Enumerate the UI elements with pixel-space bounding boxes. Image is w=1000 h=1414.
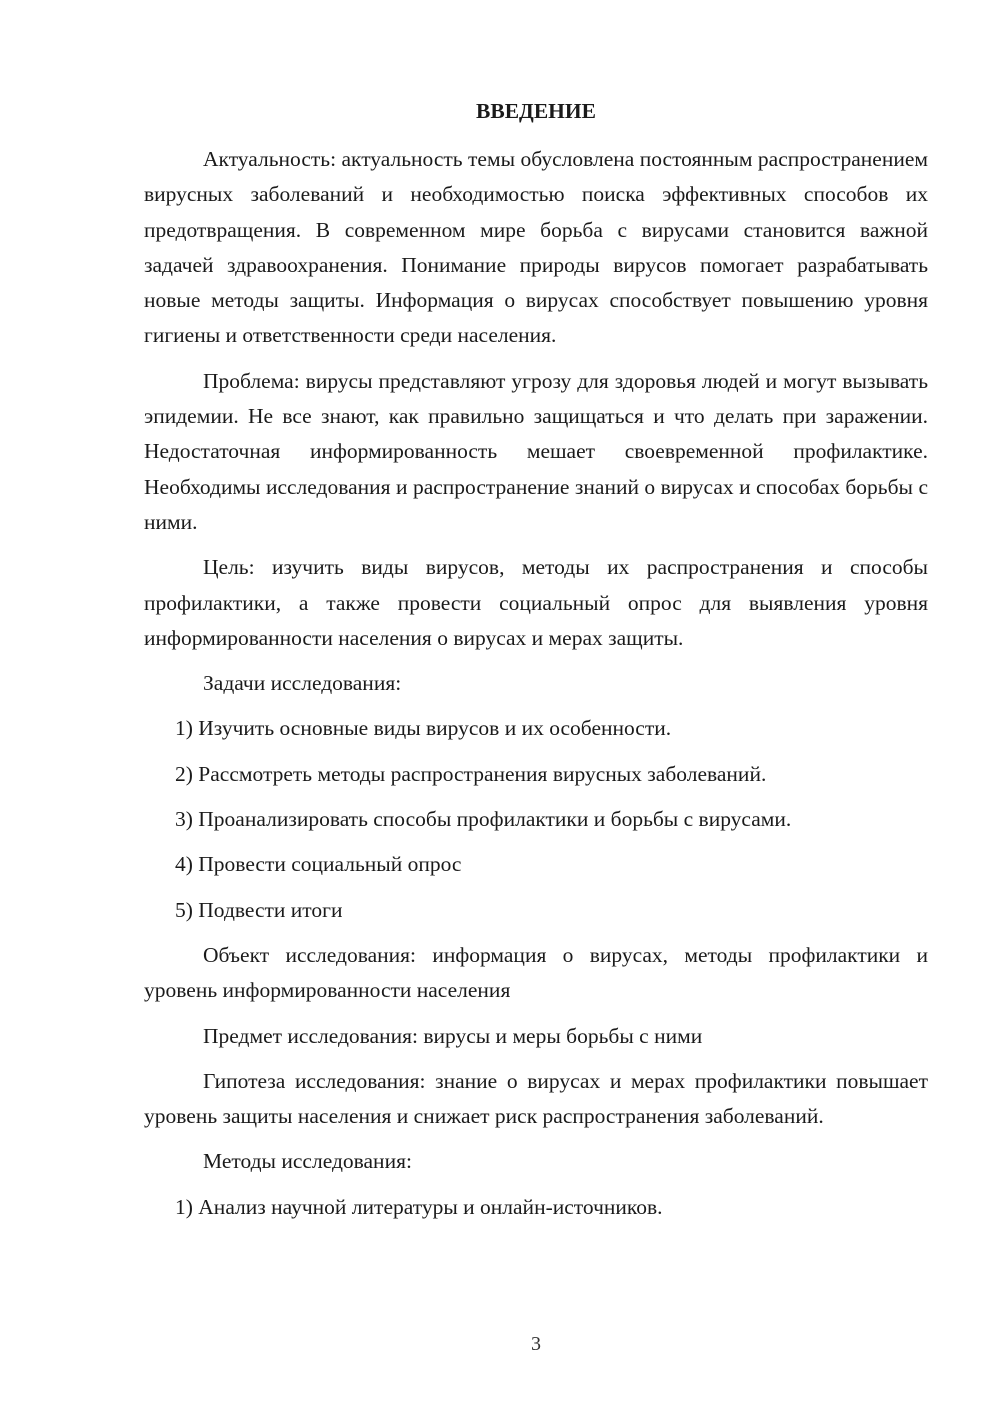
task-item: 4) Провести социальный опрос xyxy=(175,852,462,877)
methods-label: Методы исследования: xyxy=(203,1149,412,1174)
task-item: 2) Рассмотреть методы распространения вирусных заболеваний. xyxy=(175,761,767,786)
page-title: ВВЕДЕНИЕ xyxy=(476,99,596,123)
task-item: 5) Подвести итоги xyxy=(175,897,343,922)
subject-paragraph: Предмет исследования: вирусы и меры борьбы с ними xyxy=(203,1023,703,1048)
page-number: 3 xyxy=(531,1333,541,1355)
actuality-paragraph: Актуальность: актуальность темы обусловлена постоянным распространением вирусных заболеваний и необходимостью поиска эффективных способов их предотвращения. В современном мире борьба с вирусами становится важной задачей здравоохранения. Понимание природы вирусов помогает разрабатывать новые методы защиты. Информация о вирусах способствует повышению уровня гигиены и ответственности среди населения. xyxy=(144,147,928,348)
object-paragraph: Объект исследования: информация о вирусах, методы профилактики и уровень информированности населения xyxy=(144,942,928,1003)
tasks-label: Задачи исследования: xyxy=(203,671,402,696)
page-content xyxy=(144,96,928,1235)
task-item: 1) Изучить основные виды вирусов и их особенности. xyxy=(175,716,672,741)
method-item: 1) Анализ научной литературы и онлайн-источников. xyxy=(175,1194,663,1219)
task-item: 3) Проанализировать способы профилактики и борьбы с вирусами. xyxy=(175,807,792,832)
problem-paragraph: Проблема: вирусы представляют угрозу для здоровья людей и могут вызывать эпидемии. Не все знают, как правильно защищаться и что делать при заражении. Недостаточная информированность мешает своевременной профилактике. Необходимы исследования и распространение знаний о вирусах и способах борьбы с ними. xyxy=(144,368,928,534)
hypothesis-paragraph: Гипотеза исследования: знание о вирусах и мерах профилактики повышает уровень защиты населения и снижает риск распространения заболеваний. xyxy=(144,1068,928,1129)
goal-paragraph: Цель: изучить виды вирусов, методы их распространения и способы профилактики, а также провести социальный опрос для выявления уровня информированности населения о вирусах и мерах защиты. xyxy=(144,555,928,650)
